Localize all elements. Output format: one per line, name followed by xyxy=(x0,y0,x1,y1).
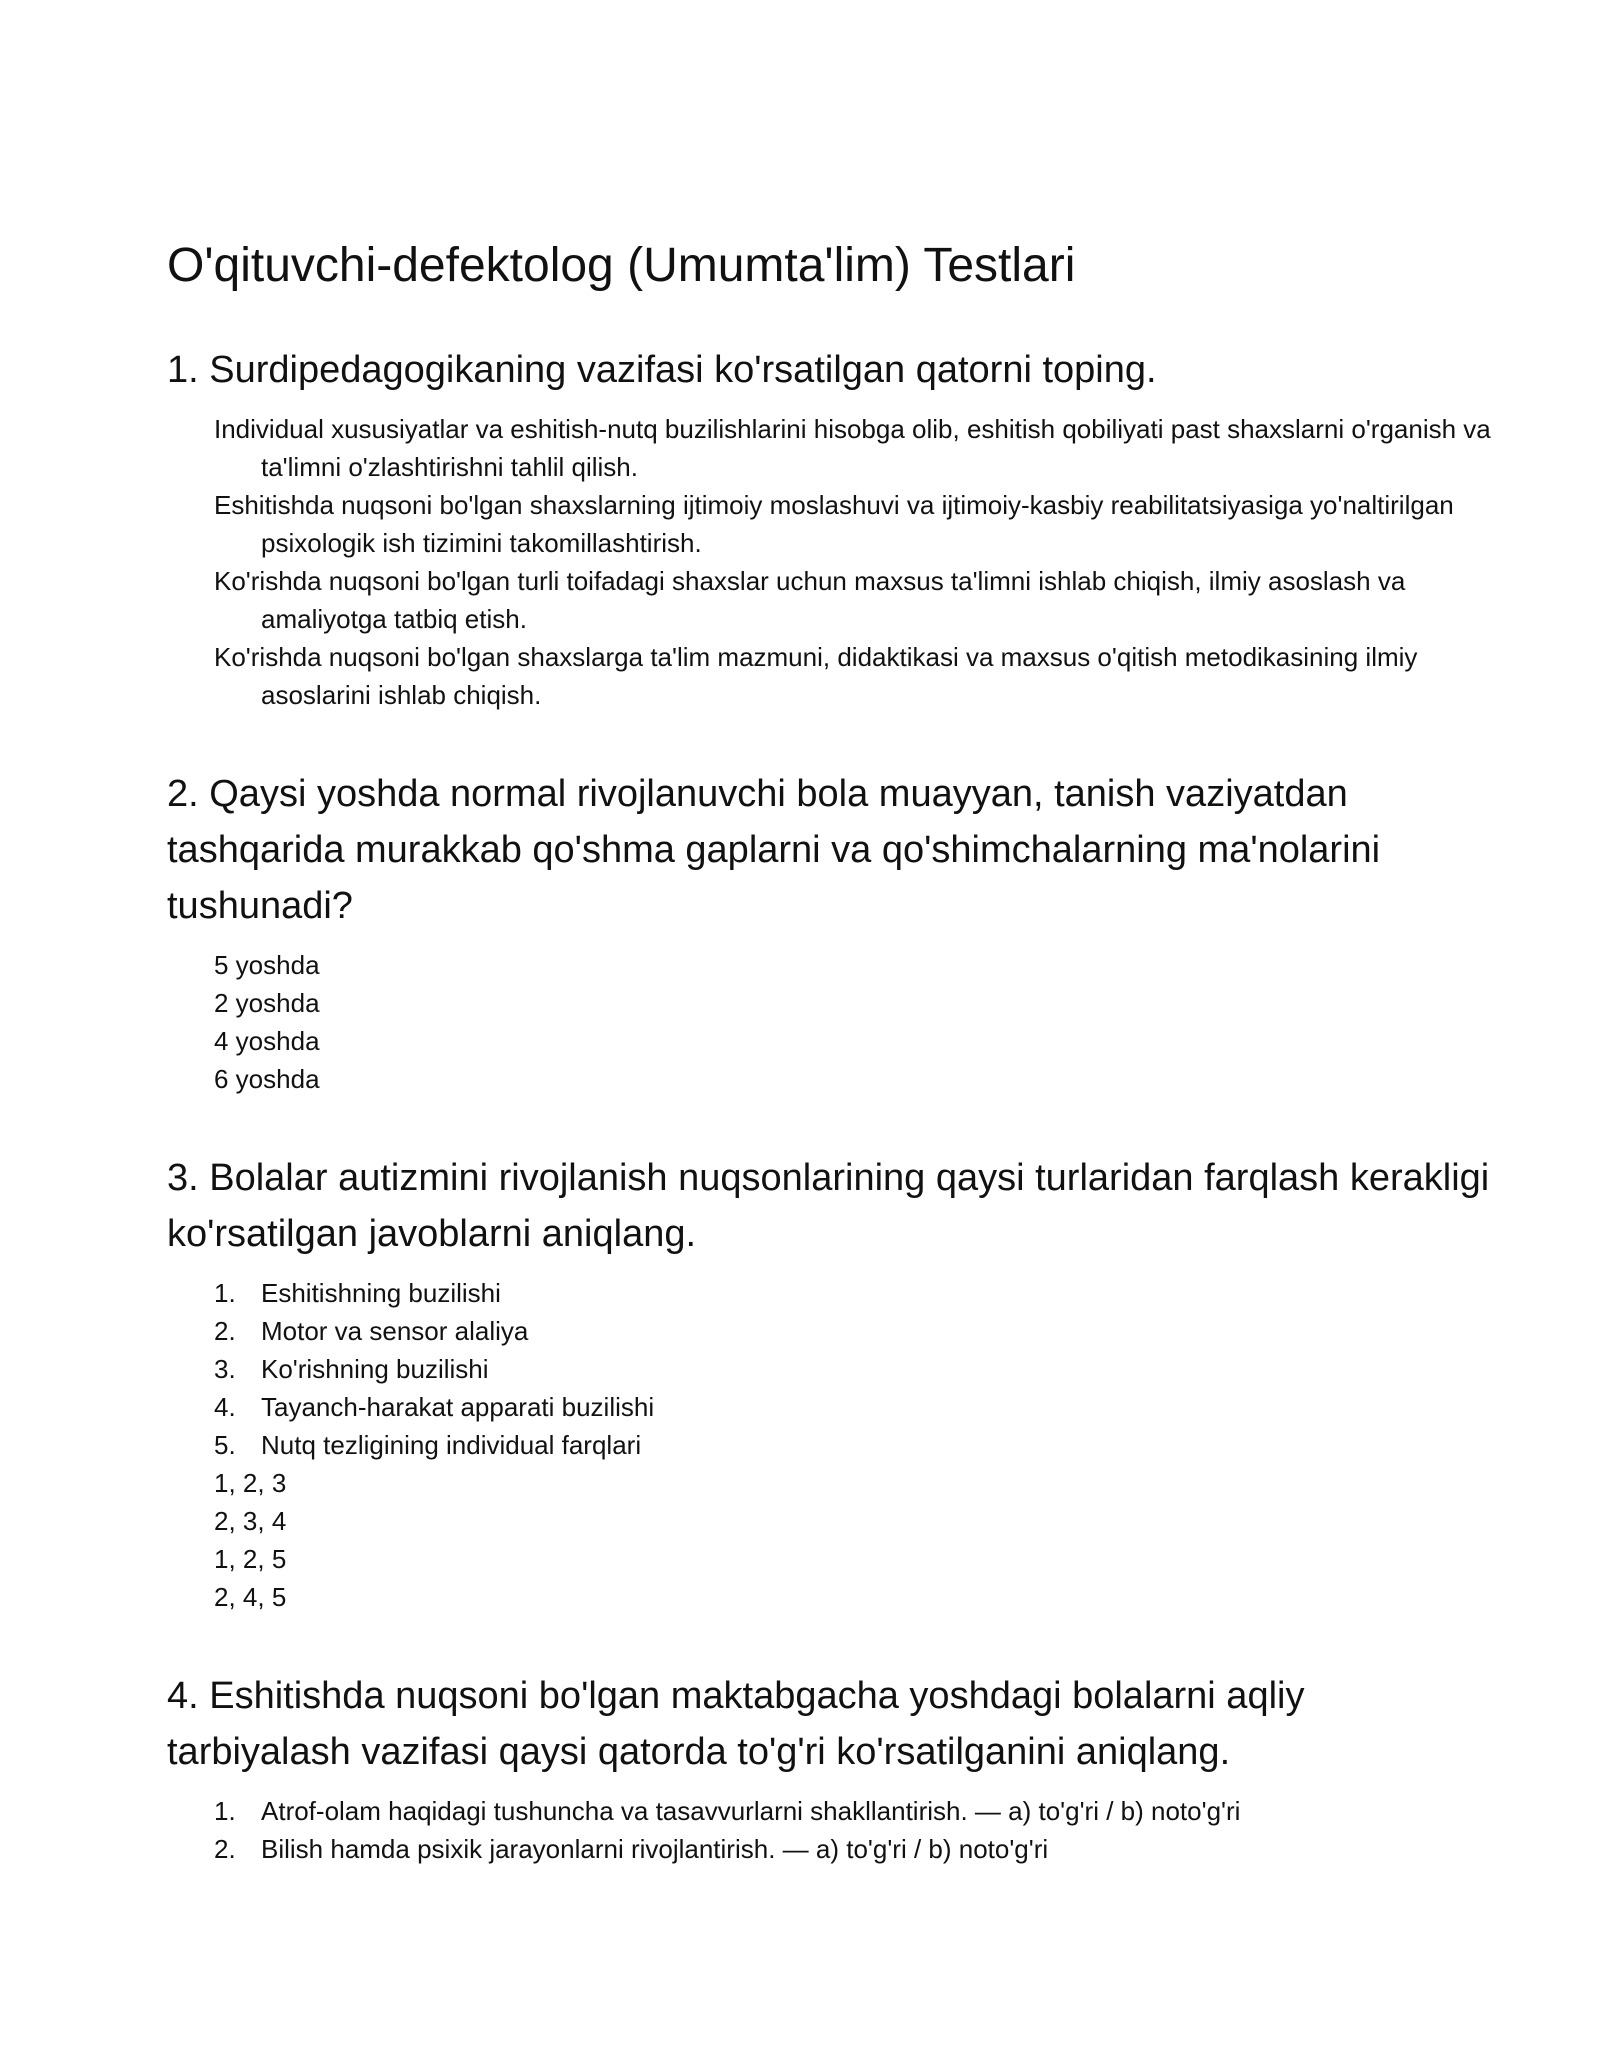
answer-option: 4 yoshda xyxy=(214,1026,320,1056)
item-text: Motor va sensor alaliya xyxy=(261,1316,529,1346)
numbered-item xyxy=(214,1388,1497,1426)
question-text: 3. Bolalar autizmini rivojlanish nuqsonlarining qaysi turlaridan farqlash kerakligi ko'rsatilgan javoblarni aniqlang. xyxy=(167,1157,1490,1255)
answer-option: 2 yoshda xyxy=(214,988,320,1018)
item-text: Tayanch-harakat apparati buzilishi xyxy=(261,1392,655,1422)
question-text: 4. Eshitishda nuqsoni bo'lgan maktabgacha yoshdagi bolalarni aqliy tarbiyalash vazifasi qaysi qatorda to'g'ri ko'rsatilganini aniqlang. xyxy=(167,1675,1305,1773)
item-text: Nutq tezligining individual farqlari xyxy=(261,1430,642,1460)
item-number: 5. xyxy=(214,1430,236,1460)
item-text: Eshitishning buzilishi xyxy=(261,1278,501,1308)
item-text: Bilish hamda psixik jarayonlarni rivojlantirish. — a) to'g'ri / b) noto'g'ri xyxy=(261,1834,1049,1864)
answer-option: 2, 3, 4 xyxy=(214,1506,287,1536)
document-page xyxy=(167,238,1497,1920)
numbered-item xyxy=(214,1426,1497,1464)
answer-option: 1, 2, 3 xyxy=(214,1468,287,1498)
numbered-item xyxy=(214,1350,1497,1388)
numbered-item xyxy=(214,1792,1497,1830)
answer-option: Ko'rishda nuqsoni bo'lgan turli toifadagi shaxslar uchun maxsus ta'limni ishlab chiqish, ilmiy asoslash va amaliyotga tatbiq etish. xyxy=(214,566,1406,634)
answer-option: 5 yoshda xyxy=(214,950,320,980)
question-2 xyxy=(167,766,1497,1098)
question-4 xyxy=(167,1668,1497,1868)
document-title: O'qituvchi-defektolog (Umumta'lim) Testlari xyxy=(167,239,1076,292)
answer-options xyxy=(214,946,1497,1098)
question-3 xyxy=(167,1150,1497,1616)
item-number: 2. xyxy=(214,1834,236,1864)
item-number: 3. xyxy=(214,1354,236,1384)
answer-option: Eshitishda nuqsoni bo'lgan shaxslarning ijtimoiy moslashuvi va ijtimoiy-kasbiy reabilitatsiyasiga yo'naltirilgan psixologik ish tizimini takomillashtirish. xyxy=(214,490,1454,558)
answer-option: 1, 2, 5 xyxy=(214,1544,287,1574)
question-1 xyxy=(167,342,1497,714)
question-text: 1. Surdipedagogikaning vazifasi ko'rsatilgan qatorni toping. xyxy=(167,349,1157,391)
numbered-item xyxy=(214,1312,1497,1350)
answer-option: Ko'rishda nuqsoni bo'lgan shaxslarga ta'lim mazmuni, didaktikasi va maxsus o'qitish metodikasining ilmiy asoslarini ishlab chiqish. xyxy=(214,642,1418,710)
item-text: Atrof-olam haqidagi tushuncha va tasavvurlarni shakllantirish. — a) to'g'ri / b) noto'g'ri xyxy=(261,1796,1241,1826)
item-number: 2. xyxy=(214,1316,236,1346)
answer-option: 6 yoshda xyxy=(214,1064,320,1094)
item-number: 1. xyxy=(214,1796,236,1826)
answer-options xyxy=(214,410,1497,714)
answer-option: 2, 4, 5 xyxy=(214,1582,287,1612)
answer-options xyxy=(214,1274,1497,1616)
item-text: Ko'rishning buzilishi xyxy=(261,1354,489,1384)
item-number: 4. xyxy=(214,1392,236,1422)
question-text: 2. Qaysi yoshda normal rivojlanuvchi bola muayyan, tanish vaziyatdan tashqarida murakkab qo'shma gaplarni va qo'shimchalarning ma'nolarini tushunadi? xyxy=(167,773,1381,927)
item-number: 1. xyxy=(214,1278,236,1308)
numbered-item xyxy=(214,1830,1497,1868)
answer-option: Individual xususiyatlar va eshitish-nutq buzilishlarini hisobga olib, eshitish qobiliyati past shaxslarni o'rganish va ta'limni o'zlashtirishni tahlil qilish. xyxy=(214,414,1491,482)
answer-options xyxy=(214,1792,1497,1868)
numbered-item xyxy=(214,1274,1497,1312)
